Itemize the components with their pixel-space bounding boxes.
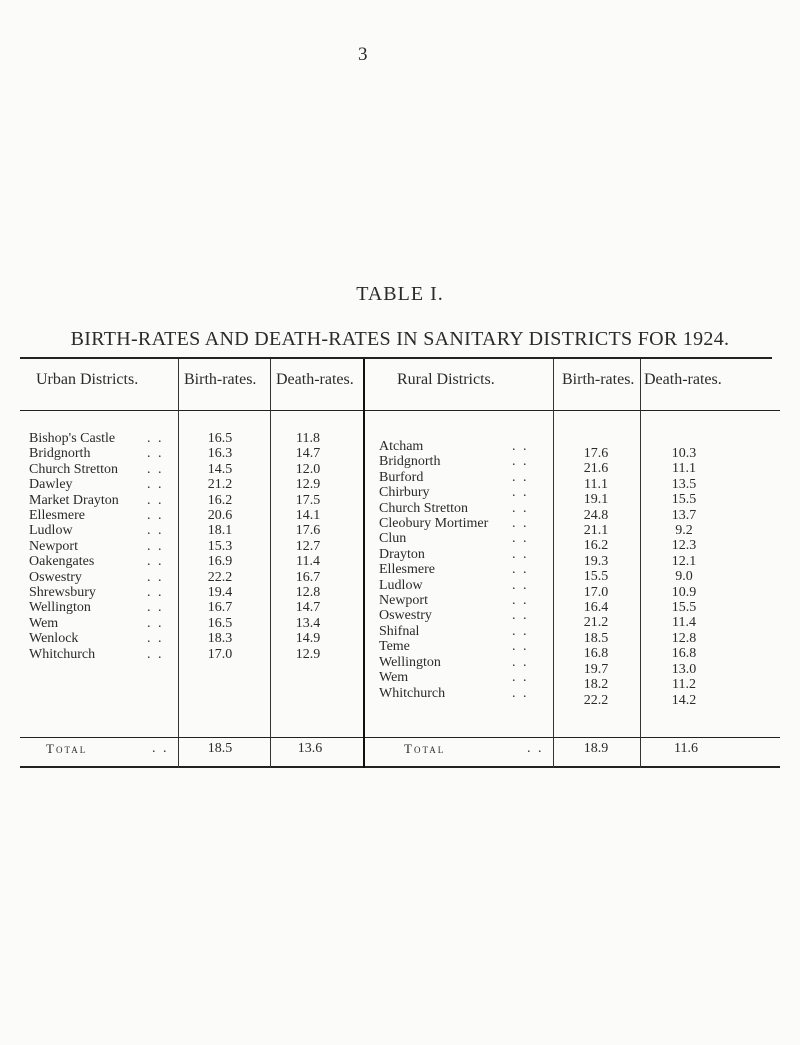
district-name: Clun: [379, 531, 407, 547]
death-rate-cell: 15.5: [671, 600, 697, 616]
district-name: Bishop's Castle: [29, 431, 116, 446]
death-rate-cell: 14.7: [295, 600, 321, 616]
district-name: Ellesmere: [379, 562, 435, 578]
death-rate-cell: 11.2: [672, 677, 696, 693]
birth-rate-cell: 19.3: [583, 553, 609, 569]
birth-rate-cell: 20.6: [207, 508, 233, 524]
leader-dots: . .: [147, 554, 164, 570]
leader-dots: . .: [512, 670, 529, 686]
birth-rate-cell: 17.0: [207, 646, 233, 662]
leader-dots: . .: [147, 508, 164, 524]
leader-dots: . .: [147, 615, 164, 631]
birth-rate-cell: 18.2: [583, 677, 609, 693]
death-rate-cell: 12.8: [295, 585, 321, 601]
district-name: Wem: [29, 615, 59, 631]
death-rate-cell: 14.1: [295, 508, 321, 524]
death-rate-cell: 12.7: [295, 538, 321, 554]
death-rate-cell: 16.7: [295, 569, 321, 585]
birth-rate-cell: 16.2: [583, 538, 609, 554]
leader-dots: . .: [512, 500, 529, 516]
leader-dots: . .: [147, 461, 164, 477]
district-name: Wellington: [29, 600, 91, 616]
rural-total-death: 11.6: [674, 741, 698, 756]
district-name: Cleobury Mortimer: [379, 516, 489, 532]
birth-rate-cell: 15.3: [207, 538, 233, 554]
death-rate-cell: 10.9: [671, 584, 697, 600]
birth-rate-cell: 19.7: [583, 661, 609, 677]
leader-dots: . .: [512, 654, 529, 670]
urban-leader-dots: [147, 431, 164, 662]
urban-birth-header: Birth-rates.: [184, 371, 257, 388]
col-divider: [553, 359, 554, 768]
leader-dots: . .: [512, 577, 529, 593]
leader-dots: . .: [512, 546, 529, 562]
leader-dots: . .: [512, 608, 529, 624]
district-name: Oswestry: [29, 569, 82, 585]
birth-rate-cell: 17.6: [583, 446, 609, 461]
death-rate-cell: 17.6: [295, 523, 321, 539]
table-subtitle: BIRTH-RATES AND DEATH-RATES IN SANITARY DISTRICTS FOR 1924.: [70, 328, 730, 350]
leader-dots: . .: [147, 585, 164, 601]
district-name: Atcham: [379, 439, 424, 454]
district-name: Bridgnorth: [29, 446, 91, 462]
death-rate-cell: 13.0: [671, 661, 697, 677]
leader-dots: . .: [147, 431, 164, 446]
district-name: Burford: [379, 469, 424, 485]
leader-dots: . .: [512, 485, 529, 501]
district-name: Dawley: [29, 477, 73, 493]
birth-rate-cell: 16.2: [207, 492, 233, 508]
death-rate-cell: 17.5: [295, 492, 321, 508]
death-rate-cell: 11.1: [672, 461, 696, 477]
leader-dots: . .: [147, 646, 164, 662]
leader-dots: . .: [512, 685, 529, 701]
birth-rate-cell: 16.5: [207, 615, 233, 631]
rural-birth-values: [566, 446, 626, 708]
birth-rate-cell: 18.3: [207, 631, 233, 647]
birth-rate-cell: 14.5: [207, 461, 233, 477]
district-name: Newport: [379, 593, 428, 609]
birth-rate-cell: 19.1: [583, 492, 609, 508]
death-rate-cell: 13.5: [671, 476, 697, 492]
district-name: Shifnal: [379, 623, 420, 639]
leader-dots: . .: [512, 454, 529, 470]
leader-dots: . .: [147, 492, 164, 508]
birth-rate-cell: 22.2: [207, 569, 233, 585]
death-rate-cell: 13.4: [295, 615, 321, 631]
district-name: Ludlow: [379, 577, 423, 593]
death-rate-cell: 11.4: [672, 615, 696, 631]
district-name: Wem: [379, 670, 409, 686]
birth-rate-cell: 11.1: [584, 476, 608, 492]
col-divider: [178, 359, 179, 768]
death-rate-cell: 16.8: [671, 646, 697, 662]
col-divider-thick: [363, 359, 365, 768]
death-rate-cell: 12.0: [295, 461, 321, 477]
death-rate-cell: 9.2: [675, 523, 693, 539]
leader-dots: . .: [512, 593, 529, 609]
birth-rate-cell: 16.4: [583, 600, 609, 616]
district-name: Whitchurch: [379, 685, 446, 701]
district-name: Oakengates: [29, 554, 95, 570]
leader-dots: . .: [512, 639, 529, 655]
rural-death-header: Death-rates.: [644, 371, 722, 388]
urban-total-death: 13.6: [297, 741, 323, 756]
col-divider: [270, 359, 271, 768]
page-number: 3: [358, 44, 368, 65]
district-name: Teme: [379, 639, 410, 655]
district-name: Ellesmere: [29, 508, 85, 524]
district-name: Church Stretton: [379, 500, 469, 516]
death-rate-cell: 14.7: [295, 446, 321, 462]
birth-rate-cell: 17.0: [583, 584, 609, 600]
district-name: Drayton: [379, 546, 425, 562]
birth-rate-cell: 15.5: [583, 569, 609, 585]
death-rate-cell: 14.9: [295, 631, 321, 647]
birth-rate-cell: 18.5: [583, 630, 609, 646]
district-name: Whitchurch: [29, 646, 96, 662]
col-divider: [640, 359, 641, 768]
rural-death-values: [654, 446, 714, 708]
leader-dots: . .: [147, 631, 164, 647]
leader-dots: . .: [147, 538, 164, 554]
rural-leader-dots: [512, 439, 529, 701]
birth-rate-cell: 16.7: [207, 600, 233, 616]
leader-dots: . .: [147, 569, 164, 585]
rural-districts-header: Rural Districts.: [397, 371, 495, 388]
district-name: Chirbury: [379, 485, 430, 501]
rural-total-label: Total: [404, 741, 446, 756]
leader-dots: . .: [147, 600, 164, 616]
death-rate-cell: 12.9: [295, 477, 321, 493]
leader-dots: . .: [147, 523, 164, 539]
leader-dots: . .: [147, 446, 164, 462]
birth-rate-cell: 16.9: [207, 554, 233, 570]
death-rate-cell: 12.9: [295, 646, 321, 662]
birth-rate-cell: 24.8: [583, 507, 609, 523]
district-name: Market Drayton: [29, 492, 119, 508]
district-name: Oswestry: [379, 608, 432, 624]
leader-dots: . .: [512, 469, 529, 485]
leader-dots: . .: [512, 562, 529, 578]
death-rate-cell: 11.8: [296, 431, 320, 446]
birth-rate-cell: 21.2: [583, 615, 609, 631]
death-rate-cell: 13.7: [671, 507, 697, 523]
death-rate-cell: 15.5: [671, 492, 697, 508]
leader-dots: . .: [512, 516, 529, 532]
district-name: Wellington: [379, 654, 441, 670]
rural-total-dots: . .: [527, 741, 544, 756]
birth-rate-cell: 16.8: [583, 646, 609, 662]
death-rate-cell: 9.0: [675, 569, 693, 585]
district-name: Church Stretton: [29, 461, 119, 477]
header-rule: [20, 410, 780, 411]
rural-total-birth: 18.9: [583, 741, 609, 756]
urban-total-birth: 18.5: [207, 741, 233, 756]
birth-rate-cell: 21.2: [207, 477, 233, 493]
urban-death-values: [278, 431, 338, 662]
birth-rate-cell: 18.1: [207, 523, 233, 539]
urban-birth-values: [190, 431, 250, 662]
district-name: Shrewsbury: [29, 585, 96, 601]
bottom-rule: [20, 766, 780, 768]
rural-birth-header: Birth-rates.: [562, 371, 635, 388]
urban-districts-header: Urban Districts.: [36, 371, 139, 388]
urban-total-label: Total: [46, 741, 88, 756]
table-title: TABLE I.: [356, 283, 444, 305]
death-rate-cell: 11.4: [296, 554, 320, 570]
death-rate-cell: 12.1: [671, 553, 697, 569]
death-rate-cell: 12.3: [671, 538, 697, 554]
death-rate-cell: 14.2: [671, 692, 697, 708]
district-name: Wenlock: [29, 631, 79, 647]
leader-dots: . .: [512, 623, 529, 639]
urban-total-dots: . .: [152, 741, 169, 756]
death-rate-cell: 10.3: [671, 446, 697, 461]
district-name: Bridgnorth: [379, 454, 441, 470]
leader-dots: . .: [512, 439, 529, 454]
leader-dots: . .: [147, 477, 164, 493]
district-name: Ludlow: [29, 523, 73, 539]
leader-dots: . .: [512, 531, 529, 547]
birth-rate-cell: 21.6: [583, 461, 609, 477]
birth-rate-cell: 19.4: [207, 585, 233, 601]
death-rate-cell: 12.8: [671, 630, 697, 646]
birth-rate-cell: 22.2: [583, 692, 609, 708]
birth-rate-cell: 16.5: [207, 431, 233, 446]
top-rule: [20, 357, 772, 359]
urban-death-header: Death-rates.: [276, 371, 354, 388]
birth-rate-cell: 16.3: [207, 446, 233, 462]
total-rule: [20, 737, 780, 738]
birth-rate-cell: 21.1: [583, 523, 609, 539]
district-name: Newport: [29, 538, 78, 554]
